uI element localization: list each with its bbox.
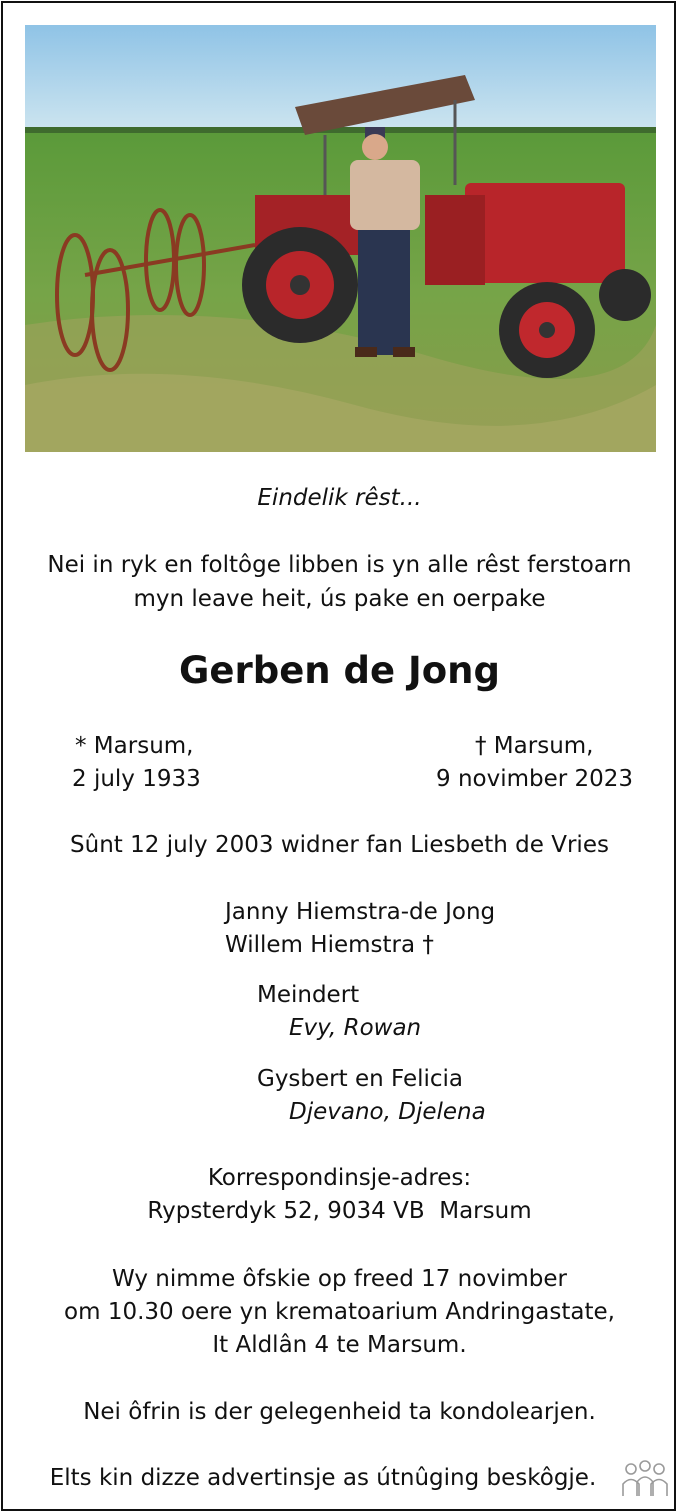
announcement-line-1: Nei in ryk en foltôge libben is yn alle rêst ferstoarn [47,552,632,578]
tractor-photo [25,25,656,452]
intro-text: Eindelik rêst... [257,485,422,511]
farewell-line-1: Wy nimme ôfskie op freed 17 novimber [112,1266,567,1292]
correspondence-address: Rypsterdyk 52, 9034 VB Marsum [147,1198,532,1224]
birth-place: * Marsum, [75,733,194,759]
announcement-line-2: myn leave heit, ús pake en oerpake [133,586,546,612]
death-date: 9 novimber 2023 [436,766,634,792]
footer-text: Elts kin dizze advertinsje as útnûging beskôgje. [49,1465,597,1491]
farewell-line-2: om 10.30 oere yn krematoarium Andringastate, [64,1299,615,1325]
death-place: † Marsum, [475,733,594,759]
family-daughter: Janny Hiemstra-de Jong [225,899,496,925]
family-son-2: Gysbert en Felicia [257,1066,464,1092]
correspondence-label: Korrespondinsje-adres: [207,1165,472,1191]
deceased-name: Gerben de Jong [179,649,500,692]
family-son-1: Meindert [257,982,360,1008]
family-grandchildren-1: Evy, Rowan [289,1015,422,1041]
family-grandchildren-2: Djevano, Djelena [289,1099,486,1125]
widower-line: Sûnt 12 july 2003 widner fan Liesbeth de Vries [70,832,609,858]
birth-date: 2 july 1933 [72,766,201,792]
condolence-text: Nei ôfrin is der gelegenheid ta kondolearjen. [83,1399,596,1425]
obituary-card [1,1,676,1511]
people-icon [621,1460,669,1498]
farewell-line-3: It Aldlân 4 te Marsum. [212,1332,467,1358]
family-son-in-law: Willem Hiemstra † [225,932,434,958]
